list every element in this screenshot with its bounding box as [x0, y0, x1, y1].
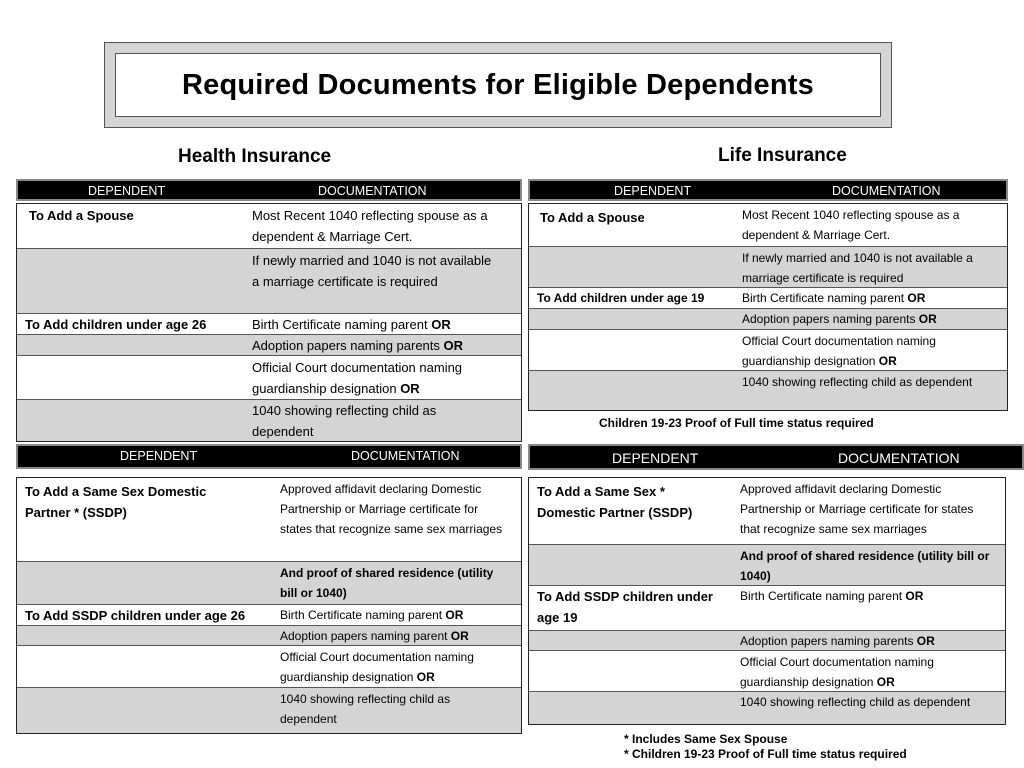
documentation-cell: 1040 showing reflecting child as dependent [252, 403, 437, 439]
documentation-cell: Official Court documentation naming guardianship designation OR [252, 360, 463, 396]
table-row [529, 478, 1005, 545]
dependent-column-header: DEPENDENT [120, 449, 198, 463]
life-table1 [528, 203, 1008, 411]
footnote-same-sex-spouse: * Includes Same Sex Spouse [624, 732, 788, 746]
table-row [17, 204, 521, 249]
table-row [529, 330, 1007, 371]
life-table2 [528, 477, 1006, 725]
documentation-cell: If newly married and 1040 is not available a marriage certificate is required [252, 253, 492, 289]
table-row [529, 371, 1007, 410]
documentation-cell: Birth Certificate naming parent OR [740, 589, 924, 603]
table-row [17, 646, 521, 688]
page-title: Required Documents for Eligible Dependents [182, 68, 814, 101]
documentation-cell: Adoption papers naming parents OR [252, 338, 464, 353]
table-row [17, 314, 521, 335]
table-row [17, 335, 521, 356]
table-row [17, 400, 521, 441]
life-heading: Life Insurance [718, 145, 847, 166]
documentation-cell: Approved affidavit declaring Domestic Partnership or Marriage certificate for states that recognize same sex marriages [280, 482, 503, 536]
table-row [529, 692, 1005, 724]
dependent-column-header: DEPENDENT [614, 184, 692, 198]
table-row [529, 631, 1005, 651]
table-row [529, 651, 1005, 692]
documentation-cell: Official Court documentation naming guardianship designation OR [742, 334, 936, 368]
documentation-cell: And proof of shared residence (utility bill or 1040) [740, 549, 990, 583]
dependent-cell: To Add children under age 26 [25, 317, 207, 332]
table-row [17, 478, 521, 562]
documentation-cell: Official Court documentation naming guardianship designation OR [740, 655, 934, 689]
health-table1-header [16, 179, 522, 201]
title-frame [104, 42, 892, 128]
documentation-cell: Adoption papers naming parent OR [280, 629, 469, 643]
health-heading: Health Insurance [178, 146, 332, 167]
documentation-cell: Birth Certificate naming parent OR [742, 291, 926, 305]
table-row [529, 204, 1007, 247]
documentation-cell: Most Recent 1040 reflecting spouse as a dependent & Marriage Cert. [742, 208, 960, 242]
life-table1-note: Children 19-23 Proof of Full time status required [599, 416, 874, 430]
dependent-cell: To Add SSDP children under age 26 [25, 608, 246, 623]
dependent-cell: To Add a Same Sex Domestic Partner * (SSDP) [25, 484, 207, 520]
documentation-cell: 1040 showing reflecting child as dependent [740, 695, 971, 709]
documentation-cell: Approved affidavit declaring Domestic Partnership or Marriage certificate for states that recognize same sex marriages [740, 482, 974, 536]
life-table1-header [528, 179, 1008, 201]
documentation-cell: Adoption papers naming parents OR [740, 634, 935, 648]
footnote-full-time-status: * Children 19-23 Proof of Full time status required [624, 747, 907, 761]
health-table2-header [16, 444, 522, 469]
table-row [17, 688, 521, 733]
dependent-column-header: DEPENDENT [612, 450, 699, 466]
dependent-cell: To Add a Spouse [540, 210, 645, 225]
dependent-column-header: DEPENDENT [88, 184, 166, 198]
documentation-column-header: DOCUMENTATION [832, 184, 941, 198]
documentation-cell: Most Recent 1040 reflecting spouse as a dependent & Marriage Cert. [252, 208, 488, 244]
table-row [17, 249, 521, 314]
table-row [17, 626, 521, 646]
documentation-cell: Adoption papers naming parents OR [742, 312, 937, 326]
table-row [17, 562, 521, 605]
dependent-cell: To Add a Spouse [29, 208, 134, 223]
table-row [529, 586, 1005, 631]
table-row [17, 605, 521, 626]
documentation-cell: If newly married and 1040 is not available a marriage certificate is required [742, 251, 973, 285]
table-row [529, 545, 1005, 586]
dependent-cell: To Add children under age 19 [537, 291, 705, 305]
life-table2-header [528, 444, 1024, 470]
documentation-cell: And proof of shared residence (utility bill or 1040) [280, 566, 494, 600]
documentation-cell: 1040 showing reflecting child as dependent [280, 692, 451, 726]
documentation-column-header: DOCUMENTATION [318, 184, 427, 198]
table-row [529, 288, 1007, 309]
documentation-column-header: DOCUMENTATION [838, 450, 960, 466]
dependent-cell: To Add SSDP children under age 19 [537, 589, 713, 625]
title-box [115, 53, 881, 117]
documentation-cell: Official Court documentation naming guardianship designation OR [280, 650, 474, 684]
health-table1 [16, 203, 522, 442]
health-table2 [16, 477, 522, 734]
dependent-cell: To Add a Same Sex * Domestic Partner (SSDP) [537, 484, 693, 520]
table-row [529, 247, 1007, 288]
table-row [17, 356, 521, 400]
documentation-cell: Birth Certificate naming parent OR [280, 608, 464, 622]
table-row [529, 309, 1007, 330]
documentation-cell: 1040 showing reflecting child as dependent [742, 375, 973, 389]
documentation-cell: Birth Certificate naming parent OR [252, 317, 451, 332]
documentation-column-header: DOCUMENTATION [351, 449, 460, 463]
